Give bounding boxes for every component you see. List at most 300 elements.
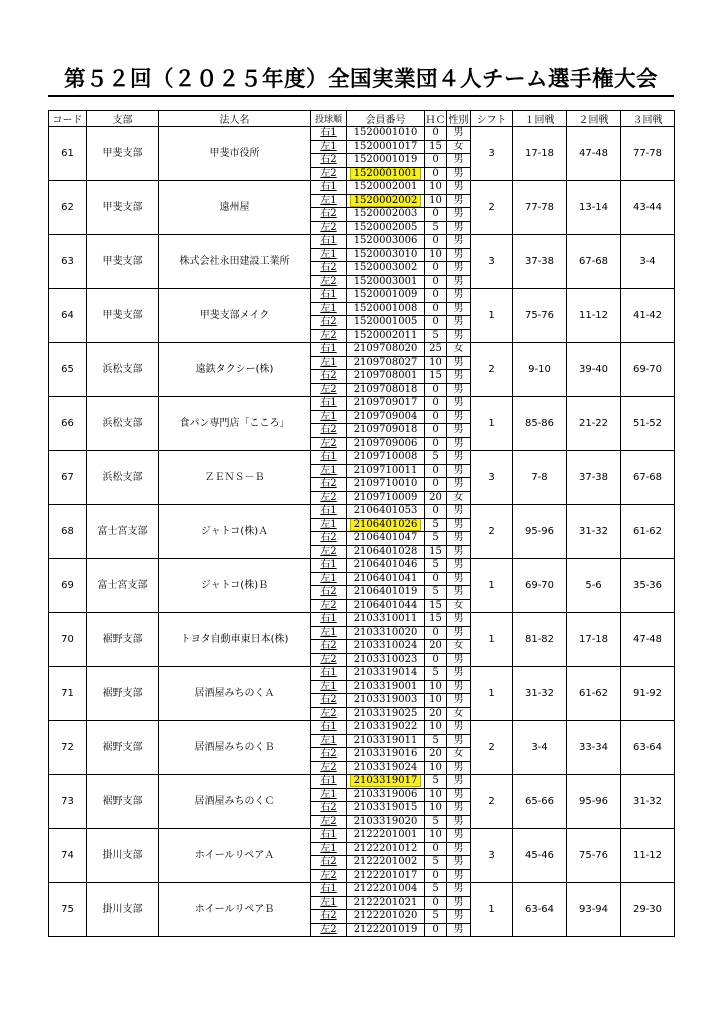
team-branch: 裾野支部 — [87, 775, 159, 829]
player-sex: 男 — [447, 397, 471, 411]
player-handicap: 0 — [425, 262, 447, 276]
player-handicap: 10 — [425, 802, 447, 816]
member-number: 2103319014 — [353, 667, 418, 679]
team-branch: 甲斐支部 — [87, 289, 159, 343]
table-row — [49, 451, 675, 465]
team-shift: 2 — [471, 505, 513, 559]
player-order: 左2 — [311, 707, 347, 721]
player-handicap: 5 — [425, 329, 447, 343]
team-shift: 3 — [471, 829, 513, 883]
team-round1-lanes: 77-78 — [513, 181, 567, 235]
player-handicap: 0 — [425, 275, 447, 289]
member-number: 2122201019 — [353, 923, 418, 935]
player-order: 左2 — [311, 545, 347, 559]
player-sex: 男 — [447, 329, 471, 343]
member-number: 1520002011 — [353, 329, 418, 341]
player-member-number — [347, 910, 425, 924]
team-code: 66 — [49, 397, 87, 451]
team-round3-lanes: 47-48 — [621, 613, 675, 667]
table-row — [49, 397, 675, 411]
player-order: 左1 — [311, 302, 347, 316]
member-number: 2109710010 — [353, 478, 418, 490]
team-round2-lanes: 39-40 — [567, 343, 621, 397]
player-handicap: 5 — [425, 451, 447, 465]
team-corp-name: 遠州屋 — [159, 181, 311, 235]
player-member-number — [347, 532, 425, 546]
player-handicap: 5 — [425, 883, 447, 897]
player-handicap: 10 — [425, 694, 447, 708]
team-shift: 1 — [471, 667, 513, 721]
player-sex: 男 — [447, 613, 471, 627]
header-sex: 性別 — [447, 111, 471, 127]
team-branch: 浜松支部 — [87, 343, 159, 397]
player-sex: 男 — [447, 424, 471, 438]
player-order: 右1 — [311, 235, 347, 249]
player-member-number — [347, 478, 425, 492]
team-corp-name: ＺＥＮＳ－Ｂ — [159, 451, 311, 505]
player-order: 右1 — [311, 127, 347, 141]
header-row — [49, 111, 675, 127]
player-sex: 男 — [447, 289, 471, 303]
player-member-number — [347, 545, 425, 559]
member-number: 2103310023 — [353, 653, 418, 665]
member-number: 1520001010 — [353, 127, 418, 139]
player-sex: 男 — [447, 856, 471, 870]
player-member-number — [347, 127, 425, 141]
team-branch: 裾野支部 — [87, 721, 159, 775]
player-order: 左2 — [311, 167, 347, 181]
header-corp: 法人名 — [159, 111, 311, 127]
header-order: 投球順 — [311, 111, 347, 127]
player-handicap: 10 — [425, 829, 447, 843]
header-round1: １回戦 — [513, 111, 567, 127]
team-round3-lanes: 41-42 — [621, 289, 675, 343]
team-code: 70 — [49, 613, 87, 667]
player-member-number — [347, 140, 425, 154]
member-number: 2109708020 — [353, 343, 418, 355]
player-member-number — [347, 599, 425, 613]
team-round3-lanes: 63-64 — [621, 721, 675, 775]
player-handicap: 0 — [425, 410, 447, 424]
player-order: 左2 — [311, 653, 347, 667]
player-sex: 男 — [447, 572, 471, 586]
player-handicap: 10 — [425, 248, 447, 262]
team-branch: 浜松支部 — [87, 451, 159, 505]
player-member-number — [347, 208, 425, 222]
player-handicap: 0 — [425, 464, 447, 478]
player-order: 右2 — [311, 640, 347, 654]
player-handicap: 0 — [425, 397, 447, 411]
header-code: コード — [49, 111, 87, 127]
player-member-number — [347, 194, 425, 208]
player-order: 左1 — [311, 410, 347, 424]
member-number: 2109708027 — [353, 356, 418, 368]
player-sex: 男 — [447, 127, 471, 141]
player-handicap: 20 — [425, 707, 447, 721]
player-order: 右2 — [311, 586, 347, 600]
player-order: 右1 — [311, 397, 347, 411]
player-sex: 男 — [447, 464, 471, 478]
player-sex: 男 — [447, 221, 471, 235]
header-round2: ２回戦 — [567, 111, 621, 127]
member-number: 1520003002 — [353, 262, 418, 274]
team-corp-name: 甲斐支部メイク — [159, 289, 311, 343]
team-round3-lanes: 43-44 — [621, 181, 675, 235]
team-corp-name: ジャトコ(株)Ａ — [159, 505, 311, 559]
team-shift: 2 — [471, 721, 513, 775]
player-member-number — [347, 572, 425, 586]
team-code: 67 — [49, 451, 87, 505]
member-number: 2103319016 — [353, 748, 418, 760]
player-sex: 男 — [447, 208, 471, 222]
player-sex: 男 — [447, 802, 471, 816]
team-round2-lanes: 13-14 — [567, 181, 621, 235]
player-order: 右2 — [311, 478, 347, 492]
player-member-number — [347, 815, 425, 829]
player-member-number — [347, 667, 425, 681]
member-number: 2122201002 — [353, 856, 418, 868]
player-member-number — [347, 518, 425, 532]
member-number: 2122201012 — [353, 842, 418, 854]
player-member-number — [347, 289, 425, 303]
player-order: 左1 — [311, 572, 347, 586]
player-handicap: 5 — [425, 559, 447, 573]
table-row — [49, 829, 675, 843]
player-member-number — [347, 316, 425, 330]
highlighted-member-number: 2103319017 — [351, 775, 421, 786]
player-handicap: 0 — [425, 289, 447, 303]
team-corp-name: 居酒屋みちのくＢ — [159, 721, 311, 775]
player-member-number — [347, 356, 425, 370]
team-shift: 2 — [471, 343, 513, 397]
player-member-number — [347, 248, 425, 262]
player-sex: 男 — [447, 829, 471, 843]
player-sex: 女 — [447, 640, 471, 654]
member-number: 1520001019 — [353, 154, 418, 166]
header-branch: 支部 — [87, 111, 159, 127]
player-member-number — [347, 883, 425, 897]
player-handicap: 0 — [425, 842, 447, 856]
member-number: 2122201001 — [353, 829, 418, 841]
member-number: 2109710011 — [353, 464, 418, 476]
member-number: 2106401053 — [353, 505, 418, 517]
player-member-number — [347, 694, 425, 708]
team-branch: 掛川支部 — [87, 829, 159, 883]
team-round3-lanes: 11-12 — [621, 829, 675, 883]
player-handicap: 5 — [425, 734, 447, 748]
player-sex: 男 — [447, 923, 471, 937]
player-handicap: 0 — [425, 626, 447, 640]
player-member-number — [347, 329, 425, 343]
player-order: 右1 — [311, 181, 347, 195]
team-code: 74 — [49, 829, 87, 883]
member-number: 2106401041 — [353, 572, 418, 584]
player-order: 右1 — [311, 613, 347, 627]
team-round2-lanes: 37-38 — [567, 451, 621, 505]
player-sex: 女 — [447, 140, 471, 154]
player-sex: 男 — [447, 842, 471, 856]
team-branch: 裾野支部 — [87, 667, 159, 721]
team-round3-lanes: 77-78 — [621, 127, 675, 181]
player-member-number — [347, 559, 425, 573]
member-number: 2103319024 — [353, 761, 418, 773]
table-row — [49, 235, 675, 249]
player-sex: 男 — [447, 302, 471, 316]
player-order: 左1 — [311, 194, 347, 208]
team-round1-lanes: 9-10 — [513, 343, 567, 397]
player-handicap: 10 — [425, 761, 447, 775]
team-corp-name: ホイールリペアＢ — [159, 883, 311, 937]
team-round2-lanes: 21-22 — [567, 397, 621, 451]
player-handicap: 0 — [425, 316, 447, 330]
player-member-number — [347, 154, 425, 168]
player-handicap: 0 — [425, 235, 447, 249]
team-code: 64 — [49, 289, 87, 343]
member-number: 2103319022 — [353, 721, 418, 733]
member-number: 2109710008 — [353, 451, 418, 463]
player-sex: 男 — [447, 370, 471, 384]
team-round1-lanes: 37-38 — [513, 235, 567, 289]
player-handicap: 0 — [425, 923, 447, 937]
team-round2-lanes: 47-48 — [567, 127, 621, 181]
player-handicap: 15 — [425, 599, 447, 613]
team-round3-lanes: 61-62 — [621, 505, 675, 559]
player-order: 左2 — [311, 221, 347, 235]
player-order: 右2 — [311, 262, 347, 276]
highlighted-member-number: 2106401026 — [351, 519, 421, 530]
team-round3-lanes: 29-30 — [621, 883, 675, 937]
team-round2-lanes: 11-12 — [567, 289, 621, 343]
player-handicap: 15 — [425, 140, 447, 154]
player-member-number — [347, 869, 425, 883]
player-member-number — [347, 788, 425, 802]
player-sex: 男 — [447, 545, 471, 559]
player-sex: 男 — [447, 869, 471, 883]
player-member-number — [347, 653, 425, 667]
team-round1-lanes: 7-8 — [513, 451, 567, 505]
member-number: 1520001005 — [353, 316, 418, 328]
player-sex: 男 — [447, 518, 471, 532]
player-member-number — [347, 586, 425, 600]
player-order: 右2 — [311, 694, 347, 708]
player-handicap: 0 — [425, 653, 447, 667]
member-number: 1520001008 — [353, 302, 418, 314]
player-order: 左1 — [311, 518, 347, 532]
member-number: 2106401019 — [353, 586, 418, 598]
team-shift: 3 — [471, 451, 513, 505]
player-member-number — [347, 923, 425, 937]
player-sex: 女 — [447, 599, 471, 613]
player-sex: 女 — [447, 491, 471, 505]
player-member-number — [347, 896, 425, 910]
roster-body — [49, 127, 675, 937]
player-order: 左1 — [311, 788, 347, 802]
player-member-number — [347, 856, 425, 870]
player-order: 右1 — [311, 559, 347, 573]
player-order: 右1 — [311, 451, 347, 465]
player-sex: 男 — [447, 761, 471, 775]
player-sex: 男 — [447, 383, 471, 397]
team-branch: 甲斐支部 — [87, 181, 159, 235]
team-corp-name: トヨタ自動車東日本(株) — [159, 613, 311, 667]
player-sex: 女 — [447, 707, 471, 721]
player-handicap: 20 — [425, 491, 447, 505]
player-sex: 男 — [447, 653, 471, 667]
player-sex: 男 — [447, 437, 471, 451]
player-sex: 男 — [447, 788, 471, 802]
team-branch: 浜松支部 — [87, 397, 159, 451]
table-row — [49, 343, 675, 357]
player-order: 左2 — [311, 761, 347, 775]
player-order: 左1 — [311, 626, 347, 640]
team-roster-table — [48, 110, 675, 937]
player-sex: 男 — [447, 532, 471, 546]
player-handicap: 20 — [425, 640, 447, 654]
member-number: 2122201017 — [353, 869, 418, 881]
header-round3: ３回戦 — [621, 111, 675, 127]
member-number: 2106401046 — [353, 559, 418, 571]
team-round2-lanes: 95-96 — [567, 775, 621, 829]
member-number: 2103319025 — [353, 707, 418, 719]
player-order: 右1 — [311, 343, 347, 357]
member-number: 2122201021 — [353, 896, 418, 908]
player-handicap: 0 — [425, 154, 447, 168]
document-title: 第５２回（２０２５年度）全国実業団４人チーム選手権大会 — [63, 67, 658, 92]
member-number: 1520003001 — [353, 275, 418, 287]
member-number: 2109709018 — [353, 424, 418, 436]
player-handicap: 10 — [425, 721, 447, 735]
table-row — [49, 559, 675, 573]
team-round2-lanes: 75-76 — [567, 829, 621, 883]
player-member-number — [347, 221, 425, 235]
player-member-number — [347, 410, 425, 424]
player-order: 左2 — [311, 599, 347, 613]
player-sex: 男 — [447, 167, 471, 181]
team-round2-lanes: 17-18 — [567, 613, 621, 667]
member-number: 2103319001 — [353, 680, 418, 692]
player-sex: 男 — [447, 667, 471, 681]
player-order: 左2 — [311, 491, 347, 505]
member-number: 1520002005 — [353, 221, 418, 233]
player-handicap: 0 — [425, 127, 447, 141]
player-member-number — [347, 761, 425, 775]
player-handicap: 5 — [425, 532, 447, 546]
player-order: 右1 — [311, 883, 347, 897]
table-row — [49, 667, 675, 681]
team-round1-lanes: 95-96 — [513, 505, 567, 559]
team-shift: 3 — [471, 235, 513, 289]
member-number: 2103319006 — [353, 788, 418, 800]
team-round3-lanes: 69-70 — [621, 343, 675, 397]
team-corp-name: 甲斐市役所 — [159, 127, 311, 181]
player-sex: 男 — [447, 883, 471, 897]
team-round2-lanes: 31-32 — [567, 505, 621, 559]
team-round1-lanes: 45-46 — [513, 829, 567, 883]
player-sex: 男 — [447, 356, 471, 370]
player-order: 左1 — [311, 248, 347, 262]
team-branch: 甲斐支部 — [87, 235, 159, 289]
team-round2-lanes: 33-34 — [567, 721, 621, 775]
team-round1-lanes: 63-64 — [513, 883, 567, 937]
team-corp-name: 株式会社永田建設工業所 — [159, 235, 311, 289]
table-row — [49, 883, 675, 897]
team-round3-lanes: 67-68 — [621, 451, 675, 505]
member-number: 1520003010 — [353, 248, 418, 260]
member-number: 2109709004 — [353, 410, 418, 422]
team-round2-lanes: 5-6 — [567, 559, 621, 613]
member-number: 2109710009 — [353, 491, 418, 503]
team-shift: 1 — [471, 883, 513, 937]
player-sex: 男 — [447, 194, 471, 208]
player-order: 右2 — [311, 748, 347, 762]
player-order: 左1 — [311, 356, 347, 370]
table-row — [49, 775, 675, 789]
team-corp-name: 食パン専門店「こころ」 — [159, 397, 311, 451]
player-member-number — [347, 397, 425, 411]
player-member-number — [347, 343, 425, 357]
player-member-number — [347, 802, 425, 816]
team-round1-lanes: 31-32 — [513, 667, 567, 721]
player-handicap: 0 — [425, 383, 447, 397]
player-handicap: 20 — [425, 748, 447, 762]
player-order: 左1 — [311, 680, 347, 694]
player-sex: 男 — [447, 410, 471, 424]
player-member-number — [347, 829, 425, 843]
member-number: 2109708001 — [353, 370, 418, 382]
table-row — [49, 613, 675, 627]
player-order: 左2 — [311, 923, 347, 937]
player-sex: 男 — [447, 775, 471, 789]
member-number: 1520001017 — [353, 140, 418, 152]
team-branch: 掛川支部 — [87, 883, 159, 937]
team-branch: 富士宮支部 — [87, 505, 159, 559]
team-round1-lanes: 65-66 — [513, 775, 567, 829]
team-branch: 甲斐支部 — [87, 127, 159, 181]
player-handicap: 0 — [425, 302, 447, 316]
player-order: 右1 — [311, 721, 347, 735]
player-order: 左2 — [311, 275, 347, 289]
player-order: 右2 — [311, 802, 347, 816]
player-sex: 男 — [447, 505, 471, 519]
player-handicap: 0 — [425, 505, 447, 519]
player-order: 左2 — [311, 383, 347, 397]
player-sex: 男 — [447, 478, 471, 492]
player-order: 右2 — [311, 316, 347, 330]
team-branch: 裾野支部 — [87, 613, 159, 667]
table-row — [49, 505, 675, 519]
team-code: 75 — [49, 883, 87, 937]
team-code: 65 — [49, 343, 87, 397]
player-order: 左2 — [311, 437, 347, 451]
team-shift: 1 — [471, 559, 513, 613]
player-order: 左2 — [311, 869, 347, 883]
player-sex: 男 — [447, 815, 471, 829]
member-number: 1520001009 — [353, 289, 418, 301]
title-underline — [48, 95, 674, 97]
team-code: 62 — [49, 181, 87, 235]
member-number: 2103310020 — [353, 626, 418, 638]
player-order: 右2 — [311, 154, 347, 168]
team-round1-lanes: 85-86 — [513, 397, 567, 451]
player-handicap: 5 — [425, 667, 447, 681]
team-code: 63 — [49, 235, 87, 289]
player-member-number — [347, 451, 425, 465]
player-handicap: 10 — [425, 356, 447, 370]
player-order: 右1 — [311, 775, 347, 789]
player-handicap: 5 — [425, 856, 447, 870]
player-order: 左2 — [311, 329, 347, 343]
member-number: 2106401028 — [353, 545, 418, 557]
